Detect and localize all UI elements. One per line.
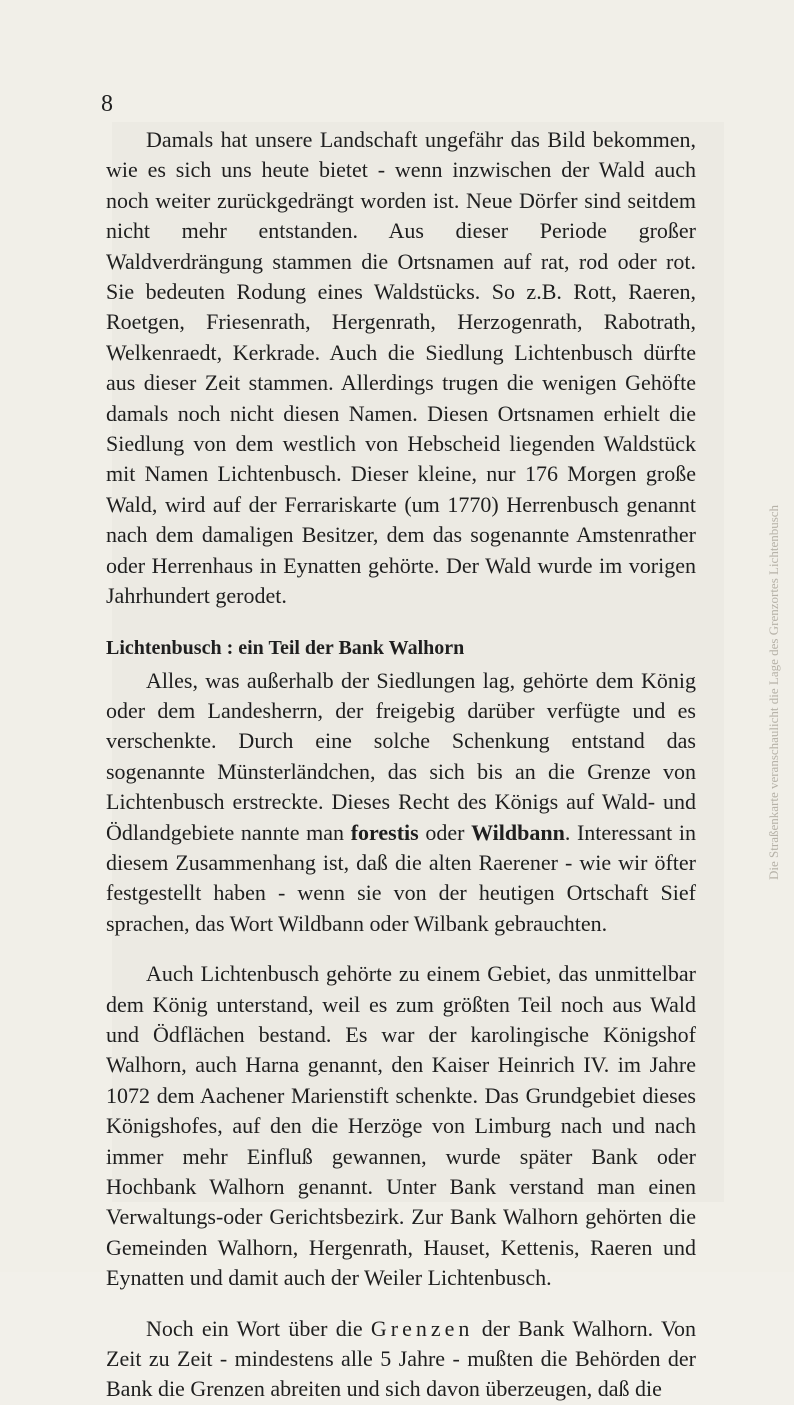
section-heading: Lichtenbusch : ein Teil der Bank Walhorn bbox=[106, 636, 465, 659]
spaced-word-grenzen: Grenzen bbox=[370, 1315, 474, 1341]
paragraph-2-text-c: . Interessant in diesem Zusammenhang ist, daß die alten Raerener - wie wir öfter festgestellt haben - wenn sie von der heutigen Ortschaft Sief sprachen, das Wort Wildbann oder Wilbank gebrauchten. bbox=[106, 819, 696, 936]
paragraph-2 bbox=[106, 666, 696, 940]
term-wildbann: Wildbann bbox=[471, 819, 565, 845]
paragraph-2-text-a: Alles, was außerhalb der Siedlungen lag, gehörte dem König oder dem Landesherrn, der freigebig darüber verfügte und es verschenkte. Durch eine solche Schenkung entstand das sogenannte Münsterländchen, das sich bis an die Grenze von Lichtenbusch erstreckte. Dieses Recht des Königs auf Wald- und Ödlandgebiete nannte man bbox=[106, 667, 696, 845]
paragraph-2-text-b: oder bbox=[418, 819, 472, 845]
body-text bbox=[106, 125, 696, 1405]
bleed-through-caption: Die Straßenkarte veranschaulicht die Lage des Grenzortes Lichtenbusch bbox=[766, 504, 781, 880]
term-forestis: forestis bbox=[350, 819, 419, 845]
page-number: 8 bbox=[101, 91, 113, 117]
paragraph-4 bbox=[106, 1314, 696, 1405]
paragraph-3: Auch Lichtenbusch gehörte zu einem Gebiet, das unmittelbar dem König unterstand, weil es zum größten Teil noch aus Wald und Ödflächen bestand. Es war der karolingische Königshof Walhorn, auch Harna genannt, den Kaiser Heinrich IV. im Jahre 1072 dem Aachener Marienstift schenkte. Das Grundgebiet dieses Königshofes, auf den die Herzöge von Limburg nach und nach immer mehr Einfluß gewannen, wurde später Bank oder Hochbank Walhorn genannt. Unter Bank verstand man einen Verwaltungs-oder Gerichtsbezirk. Zur Bank Walhorn gehörten die Gemeinden Walhorn, Hergenrath, Hauset, Kettenis, Raeren und Eynatten und damit auch der Weiler Lichtenbusch. bbox=[106, 961, 696, 1291]
paragraph-1: Damals hat unsere Landschaft ungefähr das Bild bekommen, wie es sich uns heute bietet - wenn inzwischen der Wald auch noch weiter zurückgedrängt worden ist. Neue Dörfer sind seitdem nicht mehr entstanden. Aus dieser Periode großer Waldverdrängung stammen die Ortsnamen auf rat, rod oder rot. Sie bedeuten Rodung eines Waldstücks. So z.B. Rott, Raeren, Roetgen, Friesenrath, Hergenrath, Herzogenrath, Rabotrath, Welkenraedt, Kerkrade. Auch die Siedlung Lichtenbusch dürfte aus dieser Zeit stammen. Allerdings trugen die wenigen Gehöfte damals noch nicht diesen Namen. Diesen Ortsnamen erhielt die Siedlung von dem westlich von Hebscheid liegenden Waldstück mit Namen Lichtenbusch. Dieser kleine, nur 176 Morgen große Wald, wird auf der Ferrariskarte (um 1770) Herrenbusch genannt nach dem damaligen Besitzer, dem das sogenannte Amstenrather oder Herrenhaus in Eynatten gehörte. Der Wald wurde im vorigen Jahrhundert gerodet. bbox=[106, 127, 696, 609]
paragraph-4-text-b: der Bank Walhorn. Von Zeit zu Zeit - mindestens alle 5 Jahre - mußten die Behörden der Bank die Grenzen abreiten und sich davon überzeugen, daß die bbox=[106, 1315, 696, 1402]
paragraph-4-text-a: Noch ein Wort über die bbox=[146, 1315, 371, 1341]
